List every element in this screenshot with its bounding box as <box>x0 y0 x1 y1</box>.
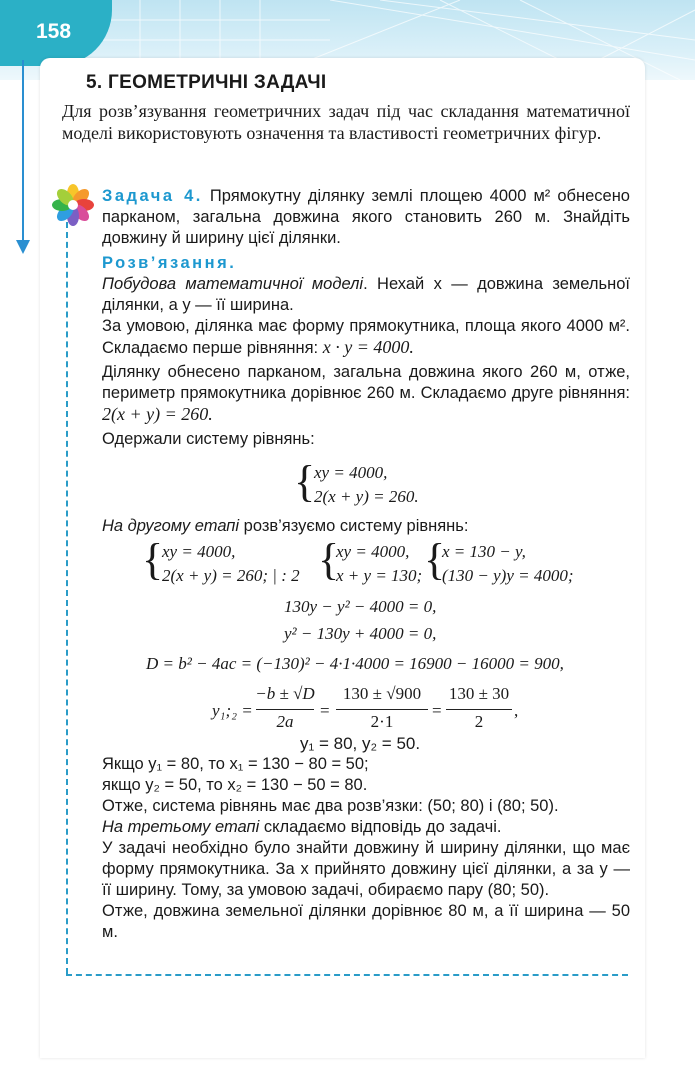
system-line-1: xy = 4000, <box>314 463 388 482</box>
step1-italic: Побудова математичної моделі <box>102 275 364 293</box>
if-line-2: якщо y₂ = 50, то x₂ = 130 − 50 = 80. <box>102 776 368 794</box>
solution-dashed-border-bottom <box>66 974 628 976</box>
quadratic-2: y² − 130y + 4000 = 0, <box>284 624 437 643</box>
intro-paragraph: Для розв’язування геометричних задач під час складання математичної моделі використовують означення та властивості геометричних фігур. <box>62 101 630 143</box>
margin-line <box>22 60 24 243</box>
solution-dashed-border-left <box>66 222 68 974</box>
condition-text: За умовою, ділянка має форму прямокутника, площа якого 4000 м². Складаємо перше рівняння: <box>102 317 630 357</box>
conclusion-block <box>102 754 630 943</box>
arrow-down-icon <box>16 240 30 254</box>
sys2-line-1: xy = 4000, <box>336 542 410 561</box>
system-brace: { <box>318 535 340 584</box>
discriminant: D = b² − 4ac = (−130)² − 4·1·4000 = 16900 − 16000 = 900, <box>146 654 564 673</box>
task-text: Прямокутну ділянку землі площею 4000 м² обнесено парканом, загальна довжина якого становить 260 м. Знайдіть довжину й ширину цієї ділянки. <box>102 187 630 247</box>
step1-text: . Нехай x — довжина земельної ділянки, а y — її ширина. <box>102 275 631 314</box>
solution-label: Розв’язання. <box>102 254 237 272</box>
page-number: 158 <box>36 20 72 43</box>
step2-italic: На другому етапі <box>102 517 240 535</box>
fraction-3-numerator: 130 ± 30 <box>448 684 510 703</box>
task-paragraph <box>102 186 630 249</box>
final-paragraph: У задачі необхідно було знайти довжину й ширину ділянки, що має форму прямокутника. За x прийнято довжину цієї ділянки, а за y — її ширину. Тому, за умовою задачі, обираємо пару (80; 50). <box>102 839 630 899</box>
fraction-2-denominator: 2·1 <box>370 712 394 731</box>
step2-line <box>102 517 468 536</box>
quadratic-1: 130y − y² − 4000 = 0, <box>284 597 437 616</box>
system-paragraph <box>102 429 630 450</box>
fraction-1-bar <box>256 709 314 710</box>
fraction-2-bar <box>336 709 428 710</box>
roots-values: y₁ = 80, y₂ = 50. <box>300 734 421 753</box>
system-brace: { <box>424 535 446 584</box>
equation-1: x · y = 4000. <box>322 337 414 357</box>
section-title: 5. ГЕОМЕТРИЧНІ ЗАДАЧІ <box>86 72 327 93</box>
two-solutions: Отже, система рівнянь має два розв’язки: (50; 80) і (80; 50). <box>102 797 559 815</box>
step3-italic: На третьому етапі <box>102 818 260 836</box>
equation-2: 2(x + y) = 260. <box>102 404 213 424</box>
fraction-1-denominator: 2a <box>276 712 294 731</box>
perimeter-paragraph <box>102 362 630 426</box>
step1-paragraph <box>102 274 630 316</box>
answer-paragraph: Отже, довжина земельної ділянки дорівнює 80 м, а її ширина — 50 м. <box>102 902 630 941</box>
sys1-line-1: xy = 4000, <box>162 542 236 561</box>
system-brace: { <box>294 457 316 506</box>
step2-text: розв’язуємо систему рівнянь: <box>239 517 469 535</box>
fraction-3-bar <box>446 709 512 710</box>
task-label: Задача 4. <box>102 187 203 205</box>
sys3-line-2: (130 − y)y = 4000; <box>442 566 574 585</box>
fraction-3-denominator: 2 <box>474 712 484 731</box>
system-text: Одержали систему рівнянь: <box>102 430 315 448</box>
system-brace: { <box>142 535 164 584</box>
condition-paragraph <box>102 316 630 359</box>
system-line-2: 2(x + y) = 260. <box>314 487 419 506</box>
roots-lhs: y₁;₂ = <box>212 701 253 720</box>
sys2-line-2: x + y = 130; <box>336 566 423 585</box>
if-line-1: Якщо y₁ = 80, то x₁ = 130 − 80 = 50; <box>102 755 369 773</box>
step3-paragraph <box>102 817 630 838</box>
step3-text: складаємо відповідь до задачі. <box>259 818 502 836</box>
flower-icon <box>52 184 94 226</box>
sys3-line-1: x = 130 − y, <box>442 542 526 561</box>
fraction-1-numerator: −b ± √D <box>255 684 315 703</box>
equals-sign: = <box>432 701 442 720</box>
solution-body <box>102 186 630 450</box>
solution-label-line <box>102 253 630 274</box>
comma: , <box>514 701 519 720</box>
sys1-line-2: 2(x + y) = 260; | : 2 <box>162 566 300 585</box>
fraction-2-numerator: 130 ± √900 <box>342 684 422 703</box>
perimeter-text: Ділянку обнесено парканом, загальна довжина якого 260 м, отже, периметр прямокутника дорівнює 260 м. Складаємо друге рівняння: <box>102 363 630 402</box>
equals-sign: = <box>320 701 330 720</box>
